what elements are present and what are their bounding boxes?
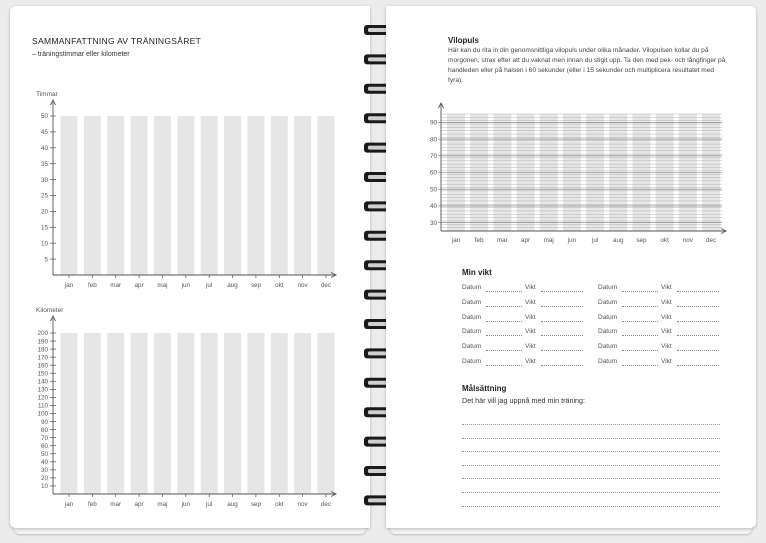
left-page <box>10 6 370 528</box>
y-tick-label: 30 <box>429 219 437 227</box>
date-label: Datum <box>598 313 618 321</box>
x-tick-label: aug <box>227 501 238 508</box>
weight-label: Vikt <box>661 284 672 291</box>
weight-entry-row <box>462 358 584 368</box>
date-label: Datum <box>462 284 482 291</box>
y-tick-label: 20 <box>40 208 48 216</box>
x-tick-label: apr <box>134 501 144 508</box>
kilometer-chart <box>10 298 370 513</box>
month-column <box>131 333 148 494</box>
x-tick-label: sep <box>250 501 261 508</box>
y-tick-label: 60 <box>429 169 437 177</box>
weight-label: Vikt <box>661 298 672 306</box>
weight-fill-line <box>677 291 719 292</box>
date-fill-line <box>622 291 658 292</box>
month-column <box>177 116 194 275</box>
month-column <box>294 333 311 494</box>
month-column <box>294 116 311 275</box>
x-tick-label: jan <box>451 237 461 244</box>
date-label: Datum <box>598 284 618 291</box>
x-tick-label: mar <box>110 282 122 289</box>
weight-label: Vikt <box>525 284 536 291</box>
y-tick-label: 10 <box>40 240 48 248</box>
weight-heading: Min vikt <box>462 268 492 277</box>
y-tick-label: 40 <box>429 203 437 211</box>
date-fill-line <box>622 306 658 307</box>
x-tick-label: maj <box>157 282 168 289</box>
weight-fill-line <box>677 306 719 307</box>
goal-writing-line <box>462 506 720 507</box>
month-column <box>154 333 171 494</box>
y-tick-label: 60 <box>40 442 48 450</box>
goal-writing-line <box>462 424 720 425</box>
weight-label: Vikt <box>525 328 536 336</box>
date-fill-line <box>486 306 522 307</box>
y-tick-label: 120 <box>37 394 48 402</box>
page-title: SAMMANFATTNING AV TRÄNINGSÅRET <box>32 36 202 46</box>
x-tick-label: dec <box>705 237 717 244</box>
x-tick-label: jun <box>181 501 191 508</box>
month-column <box>247 116 264 275</box>
x-tick-label: nov <box>682 237 693 244</box>
x-tick-label: apr <box>134 282 144 289</box>
y-tick-label: 45 <box>40 129 48 137</box>
x-tick-label: feb <box>474 237 484 244</box>
weight-entry-row <box>598 299 720 309</box>
weight-label: Vikt <box>525 343 536 351</box>
weight-entry-row <box>462 328 584 338</box>
x-tick-label: dec <box>320 501 332 508</box>
date-fill-line <box>622 350 658 351</box>
y-tick-label: 50 <box>429 186 437 194</box>
y-tick-label: 10 <box>40 483 48 491</box>
weight-fill-line <box>677 350 719 351</box>
x-tick-label: jun <box>181 282 191 289</box>
weight-fill-line <box>541 335 583 336</box>
month-column <box>271 116 288 275</box>
month-column <box>131 116 148 275</box>
y-tick-label: 70 <box>429 152 437 160</box>
weight-entry-row <box>598 358 720 368</box>
y-tick-label: 30 <box>40 467 48 475</box>
goal-lines <box>462 410 722 520</box>
y-tick-label: 35 <box>40 160 48 168</box>
x-tick-label: mar <box>496 237 508 244</box>
date-fill-line <box>622 321 658 322</box>
y-tick-label: 50 <box>40 450 48 458</box>
date-fill-line <box>622 365 658 366</box>
month-column <box>318 116 335 275</box>
x-tick-label: okt <box>275 282 284 289</box>
month-column <box>224 116 241 275</box>
date-label: Datum <box>598 358 618 365</box>
x-tick-label: maj <box>157 501 168 508</box>
x-tick-label: maj <box>543 237 554 244</box>
date-label: Datum <box>598 328 618 336</box>
x-tick-label: feb <box>87 282 97 289</box>
date-label: Datum <box>462 313 482 321</box>
y-tick-label: 70 <box>40 434 48 442</box>
y-tick-label: 190 <box>37 338 48 346</box>
date-label: Datum <box>462 358 482 365</box>
weight-fill-line <box>541 365 583 366</box>
weight-entry-row <box>598 328 720 338</box>
x-tick-label: mar <box>110 501 122 508</box>
weight-entry-row <box>462 299 584 309</box>
y-tick-label: 150 <box>37 370 48 378</box>
y-tick-label: 180 <box>37 346 48 354</box>
goal-writing-line <box>462 451 720 452</box>
x-tick-label: aug <box>613 237 624 244</box>
y-tick-label: 160 <box>37 362 48 370</box>
weight-label: Vikt <box>525 358 536 365</box>
weight-log <box>386 276 756 376</box>
page-subtitle: – träningstimmar eller kilometer <box>32 51 130 58</box>
y-tick-label: 40 <box>40 145 48 152</box>
date-fill-line <box>486 350 522 351</box>
resting-pulse-heading: Vilopuls <box>448 36 479 45</box>
weight-fill-line <box>541 321 583 322</box>
weight-fill-line <box>541 350 583 351</box>
x-tick-label: okt <box>660 237 669 244</box>
x-tick-label: nov <box>297 501 308 508</box>
goal-heading: Målsättning <box>462 384 507 393</box>
x-tick-label: jun <box>567 237 577 244</box>
date-label: Datum <box>462 343 482 351</box>
y-tick-label: 30 <box>40 176 48 184</box>
y-tick-label: 200 <box>37 330 48 338</box>
date-label: Datum <box>462 298 482 306</box>
x-tick-label: jul <box>206 282 213 289</box>
x-tick-label: jul <box>591 237 599 244</box>
month-column <box>247 333 264 494</box>
month-column <box>61 333 78 494</box>
month-column <box>201 333 218 494</box>
resting-pulse-chart <box>386 98 756 248</box>
weight-entry-row <box>598 314 720 324</box>
y-tick-label: 25 <box>40 192 48 200</box>
date-fill-line <box>486 291 522 292</box>
y-tick-label: 15 <box>40 224 48 232</box>
right-page <box>386 6 756 528</box>
month-column <box>271 333 288 494</box>
x-tick-label: okt <box>275 501 284 508</box>
month-column <box>84 333 101 494</box>
y-tick-label: 140 <box>37 378 48 386</box>
date-fill-line <box>486 335 522 336</box>
weight-entry-row <box>598 343 720 353</box>
goal-writing-line <box>462 438 720 439</box>
month-column <box>318 333 335 494</box>
y-tick-label: 80 <box>40 426 48 434</box>
date-fill-line <box>622 335 658 336</box>
y-tick-label: 110 <box>37 402 48 410</box>
x-tick-label: aug <box>227 282 238 289</box>
x-tick-label: jan <box>64 282 74 289</box>
y-tick-label: 100 <box>37 410 48 418</box>
x-tick-label: dec <box>320 282 332 289</box>
resting-pulse-description: Här kan du rita in din genomsnittliga vilopuls under olika månader. Vilopulsen kollar du på morgonen, strax efter att du vaknat men innan du stigit upp. Ta den med pek- och långfinger på handleden eller på halsen i 60 sekunder (eller i 15 sekunder och multiplicera resultatet med fyra). <box>448 47 726 84</box>
weight-entry-row <box>462 284 584 294</box>
goal-prompt: Det här vill jag uppnå med min träning: <box>462 396 586 405</box>
hours-chart <box>10 84 370 294</box>
weight-label: Vikt <box>661 328 672 336</box>
x-tick-label: feb <box>87 501 97 508</box>
y-tick-label: 170 <box>37 354 48 362</box>
date-fill-line <box>486 365 522 366</box>
weight-fill-line <box>677 335 719 336</box>
y-tick-label: 80 <box>429 136 437 144</box>
weight-label: Vikt <box>525 313 536 321</box>
y-tick-label: 90 <box>429 119 437 127</box>
month-column <box>107 116 124 275</box>
y-tick-label: 130 <box>37 386 48 394</box>
weight-fill-line <box>541 306 583 307</box>
goal-writing-line <box>462 465 720 466</box>
date-label: Datum <box>598 343 618 351</box>
weight-entry-row <box>462 314 584 324</box>
month-column <box>224 333 241 494</box>
weight-entry-row <box>598 284 720 294</box>
weight-fill-line <box>541 291 583 292</box>
y-axis-label: Timmar <box>36 91 58 98</box>
date-label: Datum <box>462 328 482 336</box>
weight-label: Vikt <box>525 298 536 306</box>
y-tick-label: 40 <box>40 459 48 466</box>
x-tick-label: jan <box>64 501 74 508</box>
month-column <box>84 116 101 275</box>
y-axis-label: Kilometer <box>36 307 64 314</box>
month-column <box>61 116 78 275</box>
y-tick-label: 5 <box>44 256 48 264</box>
y-tick-label: 90 <box>40 418 48 426</box>
month-column <box>154 116 171 275</box>
x-tick-label: nov <box>297 282 308 289</box>
goal-writing-line <box>462 492 720 493</box>
date-fill-line <box>486 321 522 322</box>
weight-label: Vikt <box>661 358 672 365</box>
month-column <box>177 333 194 494</box>
y-tick-label: 20 <box>40 475 48 483</box>
x-tick-label: sep <box>636 237 647 244</box>
month-column <box>107 333 124 494</box>
goal-writing-line <box>462 478 720 479</box>
weight-fill-line <box>677 321 719 322</box>
weight-label: Vikt <box>661 313 672 321</box>
weight-entry-row <box>462 343 584 353</box>
weight-fill-line <box>677 365 719 366</box>
weight-label: Vikt <box>661 343 672 351</box>
x-tick-label: jul <box>206 501 213 508</box>
x-tick-label: apr <box>520 237 531 244</box>
month-column <box>201 116 218 275</box>
date-label: Datum <box>598 298 618 306</box>
y-tick-label: 50 <box>40 113 48 121</box>
x-tick-label: sep <box>250 282 261 289</box>
